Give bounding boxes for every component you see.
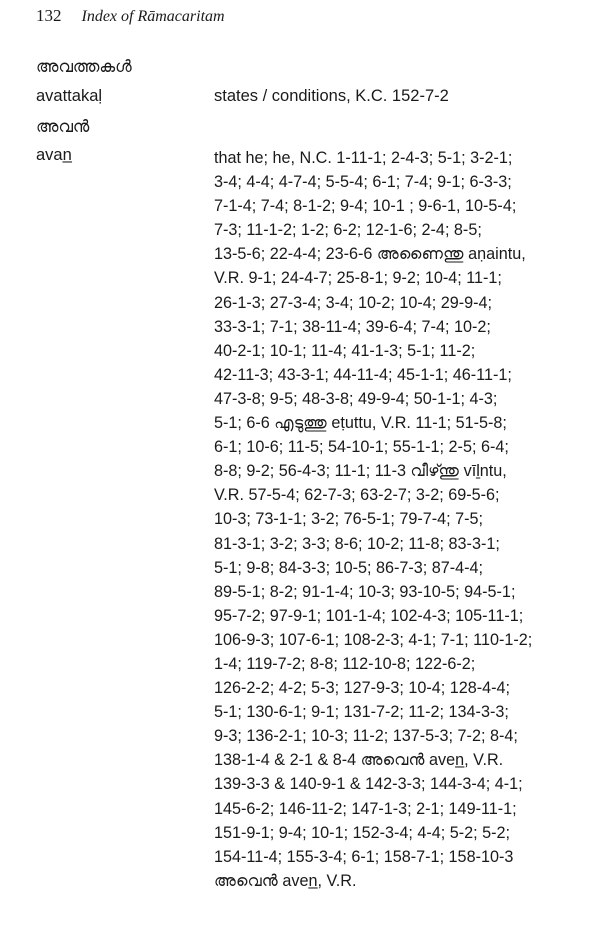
headword-transliteration-avattakal: avattakaḷ (36, 87, 103, 105)
headword-malayalam-avan: അവൻ (36, 118, 90, 136)
definition-line: 1-4; 119-7-2; 8-8; 112-10-8; 122-6-2; (214, 654, 476, 673)
definition-line: 151-9-1; 9-4; 10-1; 152-3-4; 4-4; 5-2; 5-2; (214, 823, 511, 842)
definition-line: 42-11-3; 43-3-1; 44-11-4; 45-1-1; 46-11-1; (214, 365, 512, 384)
definition-line: 95-7-2; 97-9-1; 101-1-4; 102-4-3; 105-11-1; (214, 606, 524, 625)
definition-line: 5-1; 9-8; 84-3-3; 10-5; 86-7-3; 87-4-4; (214, 558, 484, 577)
page-number: 132 (36, 6, 62, 25)
definition-line: 47-3-8; 9-5; 48-3-8; 49-9-4; 50-1-1; 4-3; (214, 389, 498, 408)
definition-line: 40-2-1; 10-1; 11-4; 41-1-3; 5-1; 11-2; (214, 341, 476, 360)
definition-line: 139-3-3 & 140-9-1 & 142-3-3; 144-3-4; 4-1; (214, 775, 523, 794)
definition-line: 5-1; 130-6-1; 9-1; 131-7-2; 11-2; 134-3-3; (214, 703, 509, 722)
definition-line: 154-11-4; 155-3-4; 6-1; 158-7-1; 158-10-3 (214, 847, 514, 866)
definition-line: 126-2-2; 4-2; 5-3; 127-9-3; 10-4; 128-4-4; (214, 679, 511, 698)
definition-line: that he; he, N.C. 1-11-1; 2-4-3; 5-1; 3-2-1; (214, 149, 513, 167)
definition-line: 9-3; 136-2-1; 10-3; 11-2; 137-5-3; 7-2; 8-4; (214, 727, 518, 746)
definition-avan (214, 146, 566, 893)
headword-transliteration-avan: avan̲ (36, 146, 72, 164)
definition-line: V.R. 57-5-4; 62-7-3; 63-2-7; 3-2; 69-5-6; (214, 486, 500, 505)
definition-line: V.R. 9-1; 24-4-7; 25-8-1; 9-2; 10-4; 11-1; (214, 269, 502, 288)
definition-line: 5-1; 6-6 എടുത്തു eṭuttu, V.R. 11-1; 51-5-8; (214, 414, 507, 433)
headword-malayalam-avattakal: അവത്തകൾ (36, 58, 132, 76)
definition-line: 106-9-3; 107-6-1; 108-2-3; 4-1; 7-1; 110-1-2; (214, 630, 533, 649)
running-header (36, 6, 225, 26)
definition-line: 81-3-1; 3-2; 3-3; 8-6; 10-2; 11-8; 83-3-1; (214, 534, 500, 553)
definition-line: 7-1-4; 7-4; 8-1-2; 9-4; 10-1 ; 9-6-1, 10-5-4; (214, 197, 517, 216)
definition-line: 26-1-3; 27-3-4; 3-4; 10-2; 10-4; 29-9-4; (214, 293, 493, 312)
definition-line: 13-5-6; 22-4-4; 23-6-6 അണൈന്തു aṇaintu, (214, 245, 526, 264)
definition-avattakal: states / conditions, K.C. 152-7-2 (214, 87, 449, 105)
definition-line: 89-5-1; 8-2; 91-1-4; 10-3; 93-10-5; 94-5-1; (214, 582, 516, 601)
definition-line: 8-8; 9-2; 56-4-3; 11-1; 11-3 വീഴ്ന്തു vīḻntu, (214, 462, 507, 481)
definition-line: 33-3-1; 7-1; 38-11-4; 39-6-4; 7-4; 10-2; (214, 317, 491, 336)
definition-line: 7-3; 11-1-2; 1-2; 6-2; 12-1-6; 2-4; 8-5; (214, 221, 482, 240)
definition-line: 10-3; 73-1-1; 3-2; 76-5-1; 79-7-4; 7-5; (214, 510, 484, 529)
definition-line: 145-6-2; 146-11-2; 147-1-3; 2-1; 149-11-1; (214, 799, 517, 818)
definition-line: 3-4; 4-4; 4-7-4; 5-5-4; 6-1; 7-4; 9-1; 6-3-3; (214, 173, 512, 192)
running-title: Index of Rāmacaritam (81, 8, 225, 25)
definition-line: അവെൻ aven̲, V.R. (214, 871, 357, 890)
definition-line: 6-1; 10-6; 11-5; 54-10-1; 55-1-1; 2-5; 6-4; (214, 438, 509, 457)
definition-line: 138-1-4 & 2-1 & 8-4 അവെൻ aven̲, V.R. (214, 751, 504, 770)
